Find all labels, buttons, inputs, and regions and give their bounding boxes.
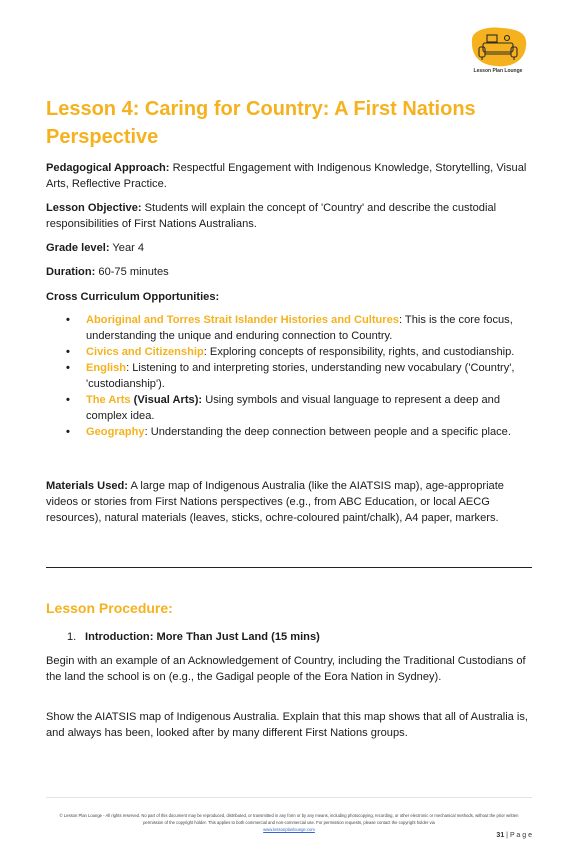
procedure-paragraph: Show the AIATSIS map of Indigenous Australia. Explain that this map shows that all of Australia is, and always has been, looked after by many different First Nations groups. bbox=[46, 711, 529, 739]
subject-name: The Arts bbox=[86, 394, 131, 406]
materials-used bbox=[46, 478, 534, 526]
grade-text: Year 4 bbox=[109, 242, 145, 254]
section-divider bbox=[46, 567, 532, 568]
materials-text: A large map of Indigenous Australia (like the AIATSIS map), age-appropriate videos or stories from First Nations perspectives (e.g., from ABC Education, or local AECG resources), natural materials (leaves, sticks, ochre-coloured paint/chalk), A4 paper, markers. bbox=[46, 480, 504, 524]
list-item bbox=[66, 360, 536, 392]
sofa-logo-icon bbox=[466, 26, 530, 70]
pedagogical-text: Respectful Engagement with Indigenous Knowledge, Storytelling, Visual Arts, Reflective Practice. bbox=[46, 162, 527, 190]
step-title: Introduction: More Than Just Land (15 mins) bbox=[85, 631, 320, 643]
step-number: 1. bbox=[67, 631, 77, 643]
page-number-value: 31 bbox=[496, 832, 505, 839]
subject-name: English bbox=[86, 362, 127, 374]
materials-label: Materials Used: bbox=[46, 480, 129, 492]
page-label: P a g e bbox=[509, 832, 532, 839]
item-text: Using symbols and visual language to represent a deep and complex idea. bbox=[86, 394, 500, 422]
list-item bbox=[66, 312, 536, 344]
pedagogical-approach bbox=[46, 160, 534, 192]
copyright-text: © Lesson Plan Lounge - All rights reserved. No part of this document may be reproduced, distributed, or transmitted in any form or by any means, including photocopying, recording, or other electronic or mechanical methods, without the prior written permission of the copyright holder. This applies to both commercial and non-commercial use. For permission requests, please contact the copyright holder via bbox=[59, 813, 519, 825]
item-text: : Understanding the deep connection between people and a specific place. bbox=[144, 426, 511, 438]
page-title: Lesson 4: Caring for Country: A First Nations Perspective bbox=[46, 98, 476, 148]
logo-text: Lesson Plan Lounge bbox=[473, 68, 523, 74]
subject-name: Civics and Citizenship bbox=[86, 346, 204, 358]
website-link[interactable]: www.lessonplanlounge.com bbox=[263, 827, 315, 832]
item-text: : This is the core focus, understanding the unique and enduring connection to Country. bbox=[86, 314, 513, 342]
list-item bbox=[66, 392, 536, 424]
duration-label: Duration: bbox=[46, 266, 96, 278]
footer-divider bbox=[46, 797, 532, 798]
list-item bbox=[66, 424, 536, 440]
item-text: : Listening to and interpreting stories, understanding new vocabulary ('Country', 'custodianship'). bbox=[86, 362, 515, 390]
procedure-heading: Lesson Procedure: bbox=[46, 600, 173, 616]
pedagogical-label: Pedagogical Approach: bbox=[46, 162, 170, 174]
grade-label: Grade level: bbox=[46, 242, 110, 254]
objective-text: Students will explain the concept of 'Country' and describe the custodial responsibilities of First Nations Australians. bbox=[46, 202, 497, 230]
objective-label: Lesson Objective: bbox=[46, 202, 142, 214]
item-text: : Exploring concepts of responsibility, rights, and custodianship. bbox=[203, 346, 515, 358]
procedure-paragraph: Begin with an example of an Acknowledgement of Country, including the Traditional Custodians of the land the school is on (e.g., the Gadigal people of the Eora Nation in Sydney). bbox=[46, 655, 526, 683]
subject-extra: (Visual Arts): bbox=[130, 394, 203, 406]
cross-curriculum-heading-text: Cross Curriculum Opportunities: bbox=[46, 291, 220, 303]
grade-level bbox=[46, 240, 534, 256]
duration-text: 60-75 minutes bbox=[95, 266, 169, 278]
subject-name: Aboriginal and Torres Strait Islander Histories and Cultures bbox=[86, 314, 399, 326]
copyright-notice bbox=[50, 812, 528, 833]
cross-curriculum-heading bbox=[46, 289, 534, 305]
duration bbox=[46, 264, 534, 280]
subject-name: Geography bbox=[86, 426, 145, 438]
list-item bbox=[66, 344, 536, 360]
procedure-step bbox=[67, 629, 320, 645]
lesson-objective bbox=[46, 200, 534, 232]
page-number: 31 | P a g e bbox=[496, 832, 532, 839]
cross-curriculum-list bbox=[66, 312, 536, 440]
